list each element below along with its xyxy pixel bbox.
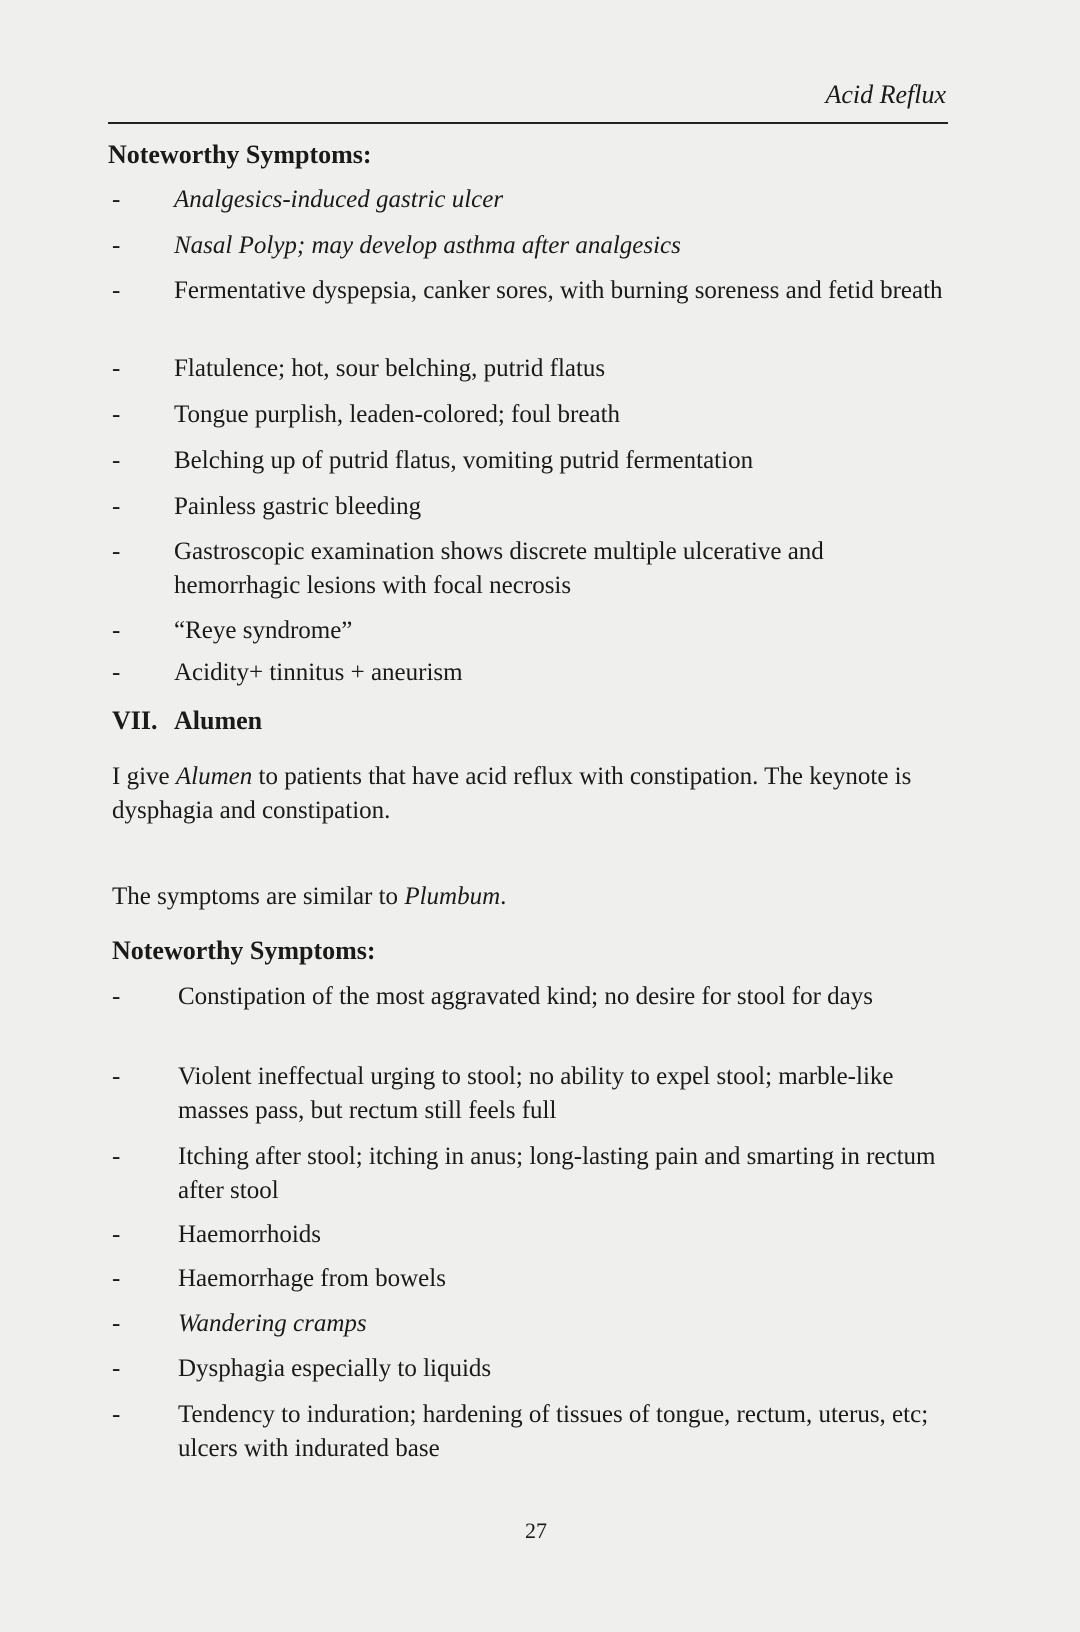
section-heading-alumen	[112, 704, 262, 738]
noteworthy-symptoms-heading: Noteworthy Symptoms:	[108, 140, 372, 169]
alumen-intro-paragraph: I give Alumen to patients that have acid reflux with constipation. The keynote is dysphagia and constipation.	[112, 763, 912, 824]
book-page: Acid Reflux Noteworthy Symptoms: - Analgesics-induced gastric ulcer - Nasal Polyp; may develop asthma after analgesics - Fermentative dyspepsia, canker sores, with burning soreness and fetid breath - Flatulence; hot, sour belching, putrid flatus - Tongue purplish, leaden-colored; foul breath - Belching up of putrid flatus, vomiting putrid fermentation - Painless gastric bleeding - Gastroscopic examination shows discrete multiple ulcerative and hemorrhagic lesions with focal necrosis - “Reye syndrome” - Acidity+ tinnitus + aneurism VII. Alumen I give Alumen to patients that have acid reflux with constipation. The keynote is dysphagia and constipation. The symptoms are similar to Plumbum. Noteworthy Symptoms: - Constipation of the most aggravated kind; no desire for stool for days - Violent ineffectual urging to stool; no ability to expel stool; marble-like masses pass, but rectum still feels full - Itching after stool; itching in anus; long-lasting pain and smarting in rectum after stool - Haemorrhoids - Haemorrhage from bowels - Wandering cramps - Dysphagia especially to liquids - Tendency to induration; hardening of tissues of tongue, rectum, uterus, etc; ulcers with indurated base 27	[0, 0, 1080, 1632]
section-title: Alumen	[174, 706, 263, 735]
header-rule	[108, 122, 948, 124]
page-number: 27	[525, 1518, 547, 1543]
section-number: VII.	[112, 706, 158, 735]
similar-symptoms-line: The symptoms are similar to Plumbum.	[112, 883, 507, 910]
running-title: Acid Reflux	[825, 80, 946, 109]
noteworthy-symptoms-heading: Noteworthy Symptoms:	[112, 936, 376, 965]
